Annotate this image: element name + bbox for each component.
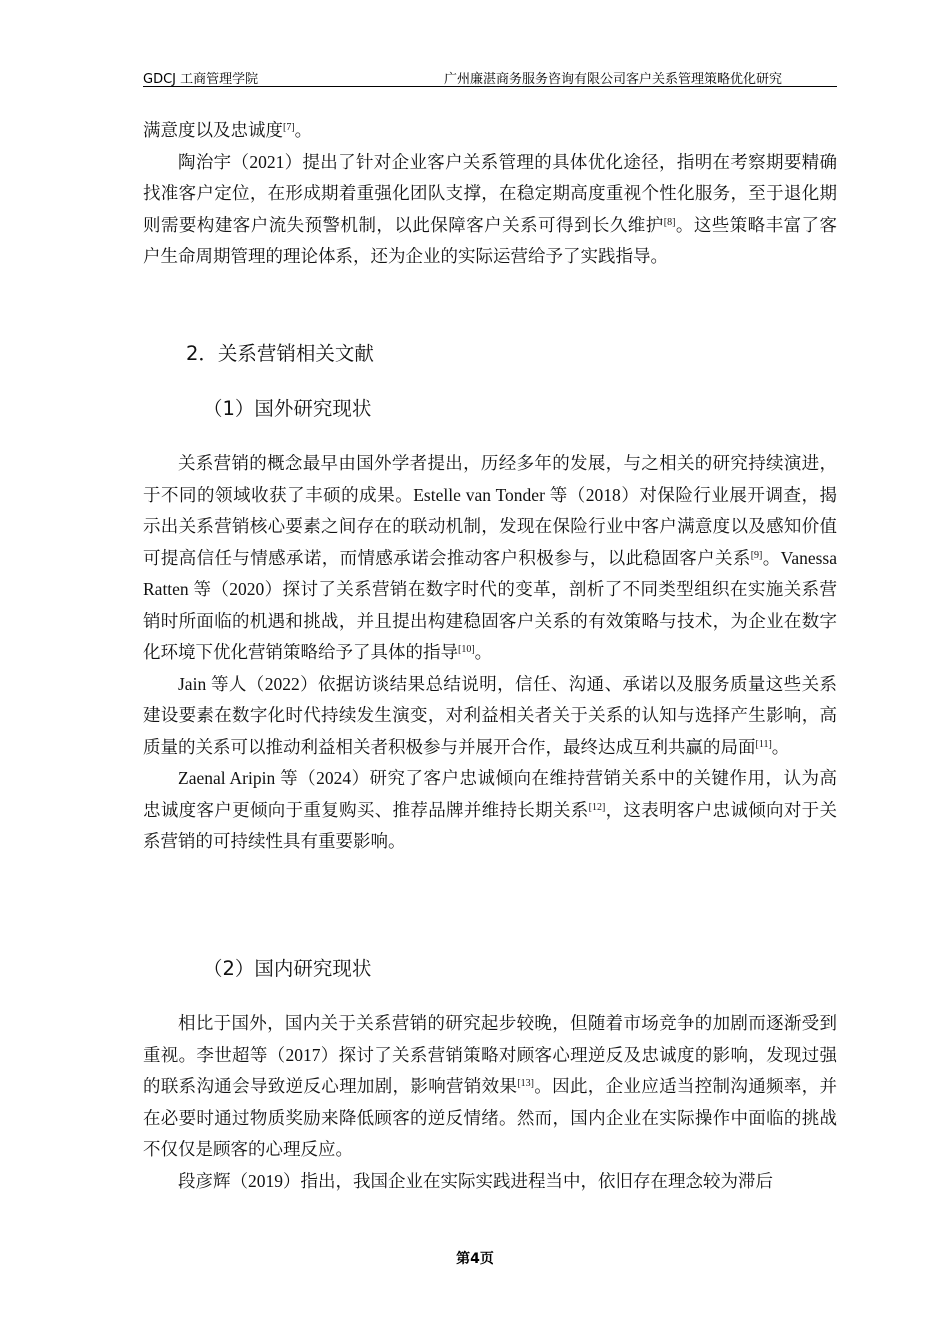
citation-8: [8]	[663, 216, 676, 228]
citation-13: [13]	[517, 1078, 534, 1089]
section-heading-relationship-marketing: 2．关系营销相关文献	[186, 342, 374, 365]
citation-9: [9]	[750, 549, 763, 561]
paragraph-tao-zhiyu: 陶治宇（2021）提出了针对企业客户关系管理的具体优化途径，指明在考察期要精确找准客户定位，在形成期着重强化团队支撑，在稳定期高度重视个性化服务，至于退化期则需要构建客户流失预警机制，以此保障客户关系可得到长久维护[8]。这些策略丰富了客户生命周期管理的理论体系，还为企业的实际运营给予了实践指导。	[143, 151, 838, 266]
paragraph-aripin: Zaenal Aripin 等（2024）研究了客户忠诚倾向在维持营销关系中的关键作用，认为高忠诚度客户更倾向于重复购买、推荐品牌并维持长期关系[12]，这表明客户忠诚倾向对于关系营销的可持续性具有重要影响。	[143, 768, 837, 851]
paragraph-foreign-research: 关系营销的概念最早由国外学者提出，历经多年的发展，与之相关的研究持续演进，于不同的领域收获了丰硕的成果。Estelle van Tonder 等（2018）对保险行业展开调查，揭示出关系营销核心要素之间存在的联动机制，发现在保险行业中客户满意度以及感知价值可提高信任与情感承诺，而情感承诺会推动客户积极参与，以此稳固客户关系[9]。Vanessa Ratten 等（2020）探讨了关系营销在数字时代的变革，剖析了不同类型组织在实施关系营销时所面临的机遇和挑战，并且提出构建稳固客户关系的有效策略与技术，为企业在数字化环境下优化营销策略给予了具体的指导[10]。	[143, 453, 837, 662]
body-block-1	[143, 115, 837, 273]
citation-7: [7]	[283, 122, 295, 133]
citation-10: [10]	[458, 644, 475, 655]
page-header	[143, 66, 837, 87]
page-number: 第4页	[456, 1251, 494, 1267]
paragraph-domestic-research: 相比于国外，国内关于关系营销的研究起步较晚，但随着市场竞争的加剧而逐渐受到重视。李世超等（2017）探讨了关系营销策略对顾客心理逆反及忠诚度的影响，发现过强的联系沟通会导致逆反心理加剧，影响营销效果[13]。因此，企业应适当控制沟通频率，并在必要时通过物质奖励来降低顾客的逆反情绪。然而，国内企业在实际操作中面临的挑战不仅仅是顾客的心理反应。	[143, 1013, 837, 1159]
paragraph-continuation: 满意度以及忠诚度[7]。	[143, 120, 313, 140]
subsection-heading-foreign: （1）国外研究现状	[203, 397, 372, 420]
header-thesis-title: 广州廉湛商务服务咨询有限公司客户关系管理策略优化研究	[443, 72, 782, 87]
citation-12: [12]	[588, 801, 606, 813]
paragraph-duan-yanhui: 段彦辉（2019）指出，我国企业在实际实践进程当中，依旧存在理念较为滞后	[178, 1170, 773, 1191]
subsection-heading-domestic: （2）国内研究现状	[203, 957, 372, 980]
citation-11: [11]	[755, 738, 772, 750]
paragraph-jain: Jain 等人（2022）依据访谈结果总结说明，信任、沟通、承诺以及服务质量这些关系建设要素在数字化时代持续发生演变，对利益相关者关于关系的认知与选择产生影响，高质量的关系可以推动利益相关者积极参与并展开合作，最终达成互利共赢的局面[11]。	[143, 673, 837, 757]
header-institution: GDCJ 工商管理学院	[143, 72, 259, 87]
body-block-3	[143, 1008, 837, 1197]
body-block-2	[143, 448, 837, 858]
